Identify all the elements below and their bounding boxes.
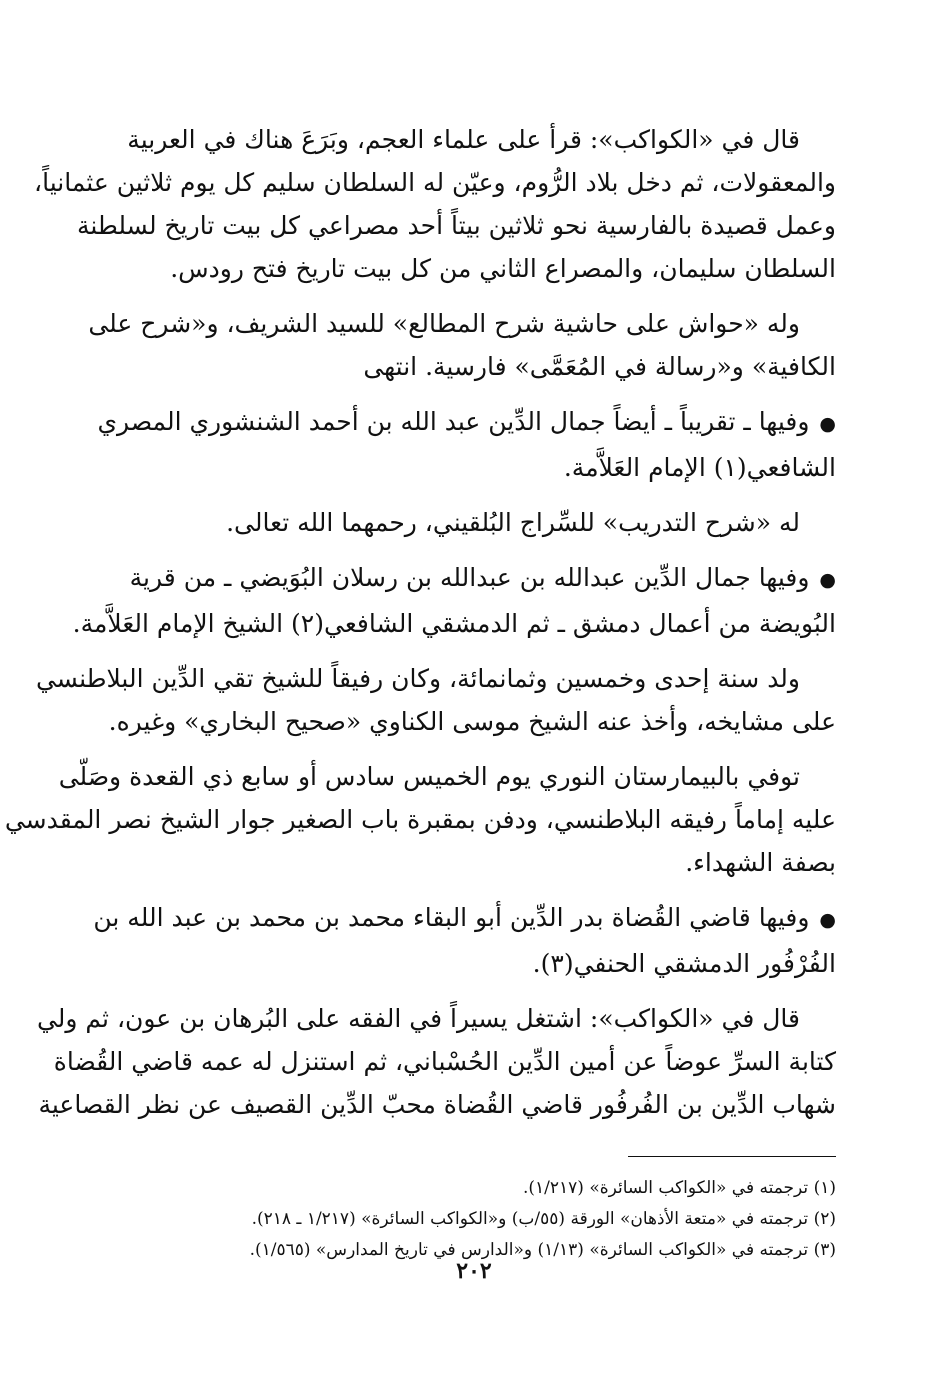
footnote-2: (٢) ترجمته في «متعة الأذهان» الورقة (٥٥/ب) و«الكواكب السائرة» (١/٢١٧ ـ ٢١٨). (251, 1209, 836, 1229)
bullet-paragraph (72, 556, 836, 645)
paragraph (82, 501, 836, 544)
text-line: شهاب الدِّين بن الفُرفُور قاضي القُضاة محبّ الدِّين القصيف عن نظر القصاعية (38, 1090, 836, 1119)
text-line: على مشايخه، وأخذ عنه الشيخ موسى الكناوي «صحيح البخاري» وغيره. (108, 707, 836, 736)
paragraph (36, 997, 836, 1126)
text-line: قال في «الكواكب»: اشتغل يسيراً في الفقه على البُرهان بن عون، ثم ولي (36, 1004, 800, 1033)
paragraph (4, 755, 836, 884)
text-line: عليه إماماً رفيقه البلاطنسي، ودفن بمقبرة باب الصغير جوار الشيخ نصر المقدسي (4, 805, 836, 834)
bullet-icon: ● (819, 413, 836, 435)
text-line: الشافعي(١) الإمام العَلاَّمة. (563, 453, 836, 482)
footnote-separator (628, 1156, 836, 1157)
text-line: والمعقولات، ثم دخل بلاد الرُّوم، وعيّن له السلطان سليم كل يوم ثلاثين عثمانياً، (34, 168, 836, 197)
page-number: ٢٠٢ (456, 1258, 492, 1284)
paragraph (34, 118, 836, 290)
text-line: وفيها ـ تقريباً ـ أيضاً جمال الدِّين عبد الله بن أحمد الشنشوري المصري (97, 407, 810, 436)
text-line: البُويضة من أعمال دمشق ـ ثم الدمشقي الشافعي(٢) الشيخ الإمام العَلاَّمة. (72, 609, 836, 638)
footnote-1: (١) ترجمته في «الكواكب السائرة» (١/٢١٧). (522, 1178, 836, 1198)
text-line: وفيها جمال الدِّين عبدالله بن عبدالله بن رسلان البُوَيضي ـ من قرية (129, 563, 810, 592)
text-line: الكافية» و«رسالة في المُعَمَّى» فارسية. انتهى (363, 352, 836, 381)
footnote-3: (٣) ترجمته في «الكواكب السائرة» (١/١٣) و«الدارس في تاريخ المدارس» (١/٥٦٥). (249, 1240, 836, 1260)
text-line: وعمل قصيدة بالفارسية نحو ثلاثين بيتاً أحد مصراعي كل بيت تاريخ لسلطنة (76, 211, 836, 240)
bullet-icon: ● (819, 569, 836, 591)
text-line: له «شرح التدريب» للسِّراج البُلقيني، رحمهما الله تعالى. (226, 508, 800, 537)
text-line: كتابة السرِّ عوضاً عن أمين الدِّين الحُسْباني، ثم استنزل له عمه قاضي القُضاة (53, 1047, 836, 1076)
text-line (82, 896, 836, 942)
bullet-icon: ● (819, 909, 836, 931)
bullet-paragraph (82, 400, 836, 489)
paragraph (82, 302, 836, 388)
text-line: قال في «الكواكب»: قرأ على علماء العجم، وبَرَعَ هناك في العربية (127, 125, 800, 154)
paragraph (35, 657, 836, 743)
text-line: وفيها قاضي القُضاة بدر الدِّين أبو البقاء محمد بن محمد بن عبد الله بن (93, 903, 810, 932)
text-line: السلطان سليمان، والمصراع الثاني من كل بيت تاريخ فتح رودس. (170, 254, 836, 283)
body-text (4, 118, 836, 1126)
text-line: بصفة الشهداء. (685, 848, 836, 877)
footnotes (82, 1173, 836, 1266)
text-line: توفي بالبيمارستان النوري يوم الخميس سادس أو سابع ذي القعدة وصَلّى (58, 762, 800, 791)
bullet-paragraph (82, 896, 836, 985)
text-line: وله «حواش على حاشية شرح المطالع» للسيد الشريف، و«شرح على (88, 309, 800, 338)
text-line: ولد سنة إحدى وخمسين وثمانمائة، وكان رفيقاً للشيخ تقي الدِّين البلاطنسي (35, 664, 800, 693)
text-line (82, 400, 836, 446)
text-line: الفُرْفُور الدمشقي الحنفي(٣). (532, 949, 836, 978)
text-line (82, 556, 836, 602)
